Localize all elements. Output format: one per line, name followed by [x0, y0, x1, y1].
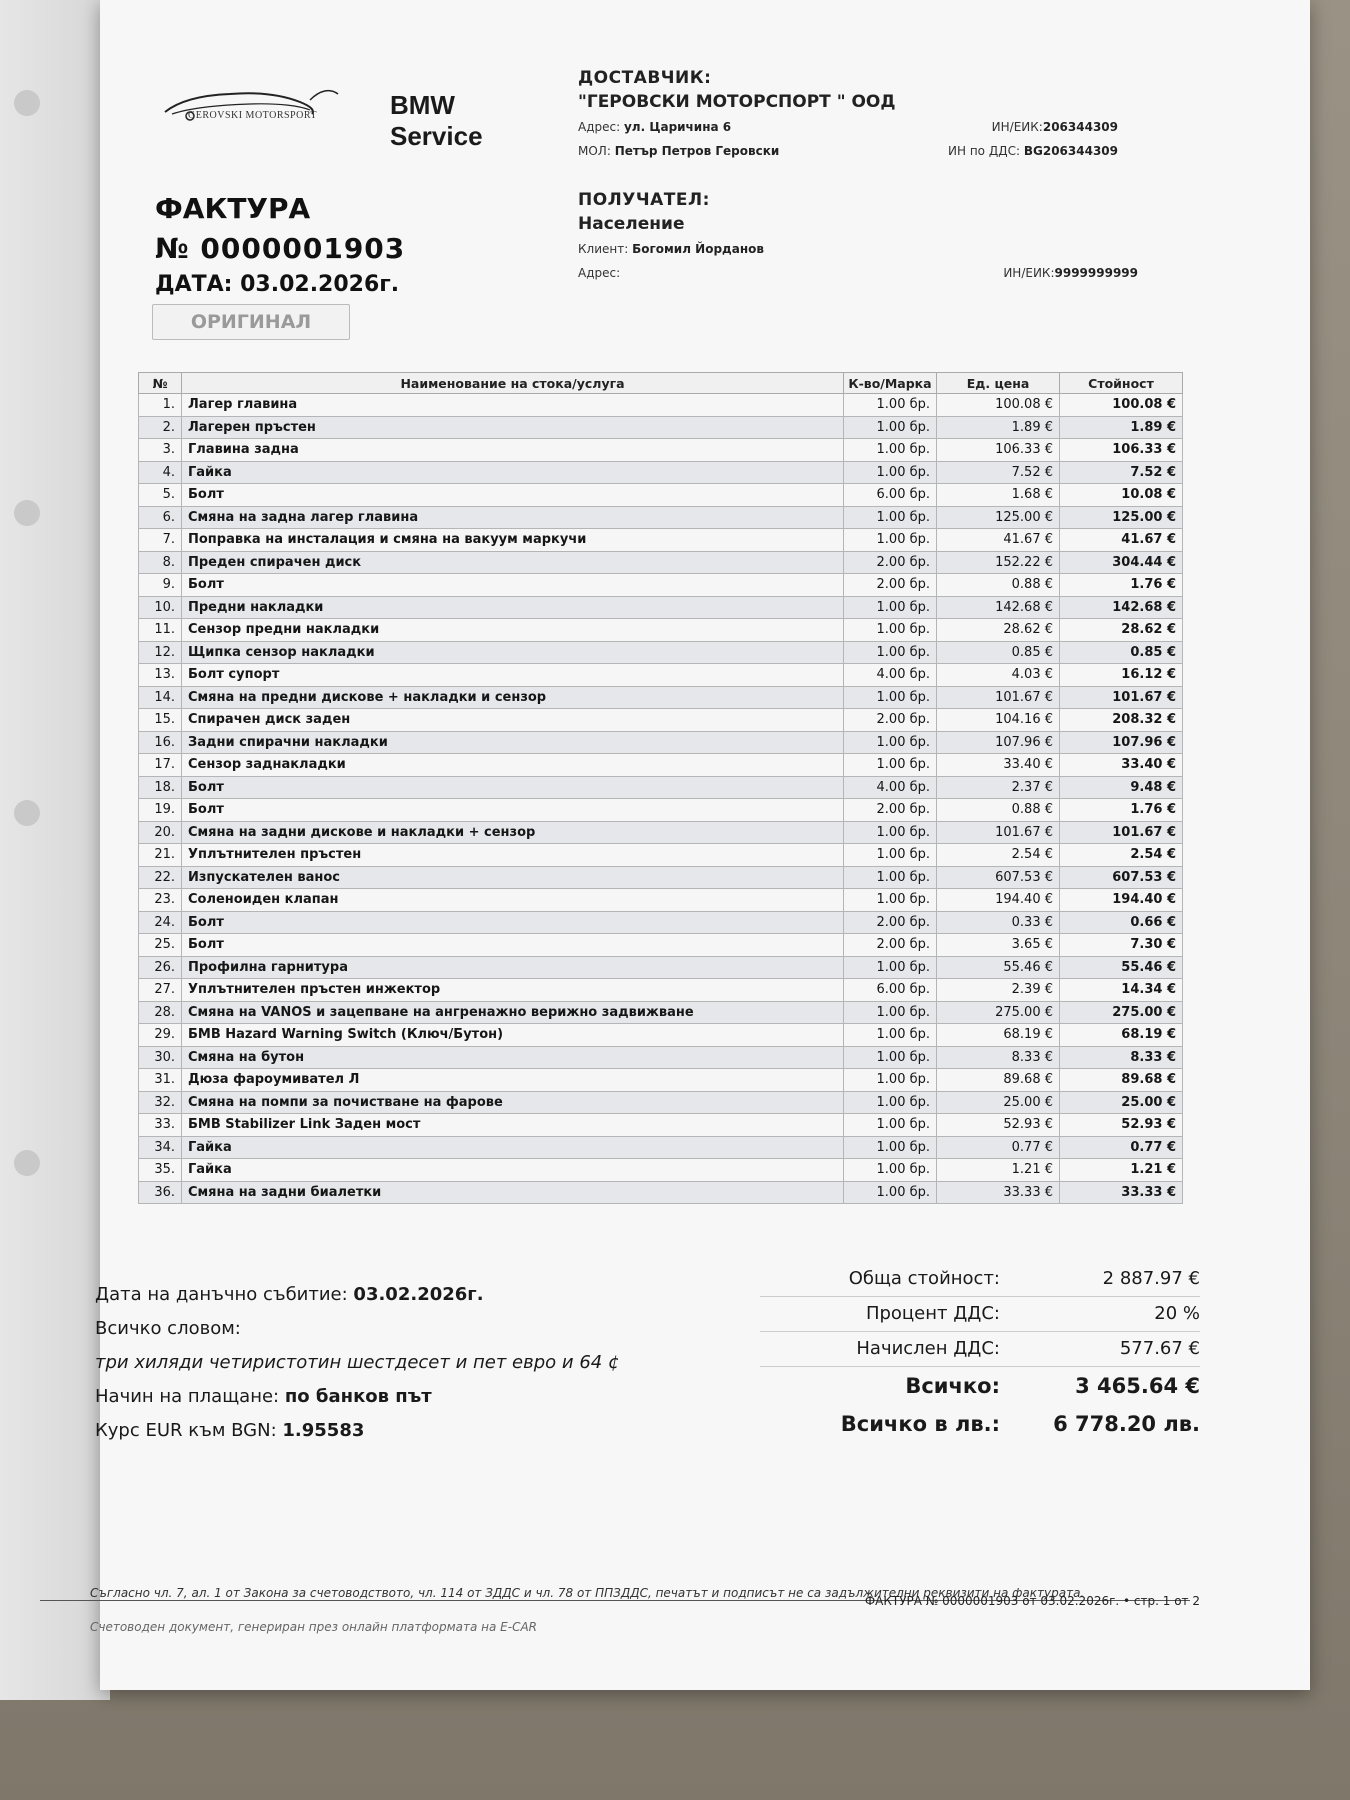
item-unit-price: 7.52 €: [937, 461, 1060, 484]
invoice-number: № 0000001903: [155, 232, 406, 265]
row-number: 4.: [139, 461, 182, 484]
item-total: 52.93 €: [1060, 1114, 1183, 1137]
item-unit-price: 275.00 €: [937, 1001, 1060, 1024]
item-total: 7.30 €: [1060, 934, 1183, 957]
item-unit-price: 106.33 €: [937, 439, 1060, 462]
vat-amount-value: 577.67 €: [1119, 1338, 1200, 1359]
item-qty: 1.00 бр.: [844, 641, 937, 664]
item-qty: 1.00 бр.: [844, 686, 937, 709]
invoice-info: [95, 1278, 619, 1448]
item-total: 16.12 €: [1060, 664, 1183, 687]
row-number: 10.: [139, 596, 182, 619]
item-name: Сензор заднакладки: [182, 754, 844, 777]
item-total: 101.67 €: [1060, 821, 1183, 844]
table-row: [139, 866, 1183, 889]
item-name: БМВ Stabilizer Link Заден мост: [182, 1114, 844, 1137]
item-name: Главина задна: [182, 439, 844, 462]
item-total: 1.21 €: [1060, 1159, 1183, 1182]
recipient-eik: 9999999999: [1054, 266, 1138, 280]
item-total: 14.34 €: [1060, 979, 1183, 1002]
item-total: 304.44 €: [1060, 551, 1183, 574]
punch-hole: [14, 800, 40, 826]
rate-label: Курс EUR към BGN:: [95, 1420, 277, 1441]
item-total: 194.40 €: [1060, 889, 1183, 912]
item-name: Смяна на помпи за почистване на фарове: [182, 1091, 844, 1114]
item-unit-price: 100.08 €: [937, 394, 1060, 417]
recipient-block: [578, 190, 1138, 282]
item-unit-price: 8.33 €: [937, 1046, 1060, 1069]
row-number: 36.: [139, 1181, 182, 1204]
item-total: 1.89 €: [1060, 416, 1183, 439]
row-number: 9.: [139, 574, 182, 597]
item-total: 25.00 €: [1060, 1091, 1183, 1114]
item-total: 7.52 €: [1060, 461, 1183, 484]
item-total: 89.68 €: [1060, 1069, 1183, 1092]
item-name: Щипка сензор накладки: [182, 641, 844, 664]
supplier-mol-label: МОЛ:: [578, 144, 611, 158]
item-total: 41.67 €: [1060, 529, 1183, 552]
supplier-vat-label: ИН по ДДС:: [948, 144, 1021, 158]
tax-date-label: Дата на данъчно събитие:: [95, 1284, 348, 1305]
item-qty: 1.00 бр.: [844, 1091, 937, 1114]
item-total: 28.62 €: [1060, 619, 1183, 642]
row-number: 32.: [139, 1091, 182, 1114]
item-name: Преден спирачен диск: [182, 551, 844, 574]
item-total: 142.68 €: [1060, 596, 1183, 619]
row-number: 30.: [139, 1046, 182, 1069]
item-total: 33.33 €: [1060, 1181, 1183, 1204]
row-number: 7.: [139, 529, 182, 552]
col-header-unit-price: Ед. цена: [937, 373, 1060, 394]
table-row: [139, 934, 1183, 957]
item-qty: 1.00 бр.: [844, 416, 937, 439]
table-row: [139, 776, 1183, 799]
row-number: 28.: [139, 1001, 182, 1024]
item-name: Изпускателен ванос: [182, 866, 844, 889]
row-number: 23.: [139, 889, 182, 912]
table-row: [139, 956, 1183, 979]
item-name: Лагерен пръстен: [182, 416, 844, 439]
item-total: 101.67 €: [1060, 686, 1183, 709]
table-row: [139, 1069, 1183, 1092]
invoice-page: [90, 0, 1310, 1690]
item-unit-price: 0.88 €: [937, 574, 1060, 597]
item-name: Смяна на VANOS и зацепване на ангренажно верижно задвижване: [182, 1001, 844, 1024]
total-bgn-value: 6 778.20 лв.: [1053, 1412, 1200, 1436]
table-row: [139, 731, 1183, 754]
item-qty: 1.00 бр.: [844, 1024, 937, 1047]
item-unit-price: 194.40 €: [937, 889, 1060, 912]
item-unit-price: 1.21 €: [937, 1159, 1060, 1182]
item-qty: 1.00 бр.: [844, 1181, 937, 1204]
item-name: Смяна на задни дискове и накладки + сензор: [182, 821, 844, 844]
table-row: [139, 1001, 1183, 1024]
item-name: Спирачен диск заден: [182, 709, 844, 732]
recipient-address-label: Адрес:: [578, 266, 621, 280]
item-name: Болт: [182, 776, 844, 799]
item-unit-price: 3.65 €: [937, 934, 1060, 957]
item-name: Болт: [182, 574, 844, 597]
item-qty: 4.00 бр.: [844, 664, 937, 687]
item-name: Предни накладки: [182, 596, 844, 619]
item-unit-price: 2.37 €: [937, 776, 1060, 799]
supplier-mol: Петър Петров Геровски: [614, 144, 780, 158]
table-row: [139, 1046, 1183, 1069]
vat-percent-label: Процент ДДС:: [865, 1303, 1000, 1324]
item-total: 8.33 €: [1060, 1046, 1183, 1069]
table-row: [139, 416, 1183, 439]
row-number: 35.: [139, 1159, 182, 1182]
item-total: 68.19 €: [1060, 1024, 1183, 1047]
item-qty: 2.00 бр.: [844, 934, 937, 957]
table-row: [139, 596, 1183, 619]
item-qty: 2.00 бр.: [844, 911, 937, 934]
item-unit-price: 89.68 €: [937, 1069, 1060, 1092]
item-total: 0.66 €: [1060, 911, 1183, 934]
item-qty: 1.00 бр.: [844, 889, 937, 912]
item-name: Смяна на задна лагер главина: [182, 506, 844, 529]
row-number: 14.: [139, 686, 182, 709]
item-name: Дюза фароумивател Л: [182, 1069, 844, 1092]
table-row: [139, 1136, 1183, 1159]
item-unit-price: 28.62 €: [937, 619, 1060, 642]
col-header-total: Стойност: [1060, 373, 1183, 394]
supplier-eik: 206344309: [1042, 120, 1118, 134]
item-unit-price: 107.96 €: [937, 731, 1060, 754]
table-row: [139, 574, 1183, 597]
item-unit-price: 33.40 €: [937, 754, 1060, 777]
item-qty: 1.00 бр.: [844, 506, 937, 529]
invoice-date: ДАТА: 03.02.2026г.: [155, 272, 400, 297]
item-name: Уплътнителен пръстен: [182, 844, 844, 867]
item-qty: 6.00 бр.: [844, 979, 937, 1002]
company-logo: [160, 80, 490, 151]
table-header-row: [139, 373, 1183, 394]
item-name: Болт: [182, 934, 844, 957]
subtotal-value: 2 887.97 €: [1102, 1268, 1200, 1289]
recipient-name: Население: [578, 214, 685, 234]
item-name: БМВ Hazard Warning Switch (Ключ/Бутон): [182, 1024, 844, 1047]
item-total: 10.08 €: [1060, 484, 1183, 507]
item-unit-price: 0.88 €: [937, 799, 1060, 822]
table-row: [139, 979, 1183, 1002]
grand-total-label: Всичко:: [905, 1374, 1000, 1398]
item-total: 107.96 €: [1060, 731, 1183, 754]
item-total: 275.00 €: [1060, 1001, 1183, 1024]
vat-percent-value: 20 %: [1154, 1303, 1200, 1324]
table-row: [139, 394, 1183, 417]
row-number: 22.: [139, 866, 182, 889]
item-unit-price: 52.93 €: [937, 1114, 1060, 1137]
generated-note: Счетоводен документ, генериран през онлайн платформата на E-CAR: [90, 1620, 537, 1634]
table-row: [139, 686, 1183, 709]
row-number: 19.: [139, 799, 182, 822]
table-row: [139, 1024, 1183, 1047]
item-name: Лагер главина: [182, 394, 844, 417]
item-name: Сензор предни накладки: [182, 619, 844, 642]
item-qty: 1.00 бр.: [844, 529, 937, 552]
row-number: 21.: [139, 844, 182, 867]
plastic-sleeve: [0, 0, 110, 1700]
item-unit-price: 0.77 €: [937, 1136, 1060, 1159]
row-number: 34.: [139, 1136, 182, 1159]
item-unit-price: 25.00 €: [937, 1091, 1060, 1114]
table-row: [139, 889, 1183, 912]
col-header-number: №: [139, 373, 182, 394]
recipient-eik-label: ИН/ЕИК:: [1003, 266, 1055, 280]
row-number: 5.: [139, 484, 182, 507]
item-qty: 1.00 бр.: [844, 394, 937, 417]
item-name: Профилна гарнитура: [182, 956, 844, 979]
item-name: Поправка на инсталация и смяна на вакуум маркучи: [182, 529, 844, 552]
item-total: 106.33 €: [1060, 439, 1183, 462]
item-total: 208.32 €: [1060, 709, 1183, 732]
item-qty: 2.00 бр.: [844, 799, 937, 822]
total-bgn-label: Всичко в лв.:: [840, 1412, 1000, 1436]
item-qty: 4.00 бр.: [844, 776, 937, 799]
item-name: Смяна на задни биалетки: [182, 1181, 844, 1204]
table-row: [139, 911, 1183, 934]
item-name: Гайка: [182, 1159, 844, 1182]
supplier-block: [578, 68, 1118, 160]
item-unit-price: 0.85 €: [937, 641, 1060, 664]
in-words: три хиляди четиристотин шестдесет и пет евро и 64 ¢: [95, 1352, 620, 1373]
item-unit-price: 125.00 €: [937, 506, 1060, 529]
items-table: [138, 372, 1183, 1204]
table-row: [139, 506, 1183, 529]
row-number: 1.: [139, 394, 182, 417]
item-qty: 1.00 бр.: [844, 439, 937, 462]
row-number: 12.: [139, 641, 182, 664]
item-name: Гайка: [182, 461, 844, 484]
item-name: Уплътнителен пръстен инжектор: [182, 979, 844, 1002]
logo-subtitle: GEROVSKI MOTORSPORT: [188, 110, 318, 121]
recipient-client-label: Клиент:: [578, 242, 629, 256]
item-qty: 1.00 бр.: [844, 956, 937, 979]
supplier-name: "ГЕРОВСКИ МОТОРСПОРТ " ООД: [578, 92, 896, 112]
col-header-qty: К-во/Марка: [844, 373, 937, 394]
payment-label: Начин на плащане:: [95, 1386, 280, 1407]
row-number: 31.: [139, 1069, 182, 1092]
item-unit-price: 152.22 €: [937, 551, 1060, 574]
recipient-heading: ПОЛУЧАТЕЛ:: [578, 190, 710, 210]
item-qty: 2.00 бр.: [844, 574, 937, 597]
item-unit-price: 607.53 €: [937, 866, 1060, 889]
row-number: 3.: [139, 439, 182, 462]
item-unit-price: 101.67 €: [937, 821, 1060, 844]
row-number: 13.: [139, 664, 182, 687]
row-number: 24.: [139, 911, 182, 934]
item-unit-price: 55.46 €: [937, 956, 1060, 979]
item-qty: 6.00 бр.: [844, 484, 937, 507]
item-total: 33.40 €: [1060, 754, 1183, 777]
table-row: [139, 1159, 1183, 1182]
in-words-label: Всичко словом:: [95, 1318, 241, 1339]
item-qty: 2.00 бр.: [844, 709, 937, 732]
row-number: 8.: [139, 551, 182, 574]
item-qty: 1.00 бр.: [844, 731, 937, 754]
item-total: 125.00 €: [1060, 506, 1183, 529]
row-number: 11.: [139, 619, 182, 642]
supplier-vat: BG206344309: [1023, 144, 1118, 158]
table-row: [139, 799, 1183, 822]
row-number: 33.: [139, 1114, 182, 1137]
punch-hole: [14, 500, 40, 526]
row-number: 2.: [139, 416, 182, 439]
row-number: 16.: [139, 731, 182, 754]
row-number: 17.: [139, 754, 182, 777]
table-row: [139, 709, 1183, 732]
item-name: Задни спирачни накладки: [182, 731, 844, 754]
item-unit-price: 101.67 €: [937, 686, 1060, 709]
car-silhouette-icon: [160, 80, 390, 130]
item-unit-price: 2.39 €: [937, 979, 1060, 1002]
item-name: Соленоиден клапан: [182, 889, 844, 912]
table-row: [139, 529, 1183, 552]
supplier-address-label: Адрес:: [578, 120, 621, 134]
item-name: Болт: [182, 799, 844, 822]
table-row: [139, 1114, 1183, 1137]
item-unit-price: 68.19 €: [937, 1024, 1060, 1047]
item-name: Болт: [182, 484, 844, 507]
item-unit-price: 104.16 €: [937, 709, 1060, 732]
row-number: 26.: [139, 956, 182, 979]
item-qty: 1.00 бр.: [844, 1001, 937, 1024]
item-total: 0.85 €: [1060, 641, 1183, 664]
row-number: 20.: [139, 821, 182, 844]
table-row: [139, 1091, 1183, 1114]
table-row: [139, 821, 1183, 844]
punch-hole: [14, 1150, 40, 1176]
item-name: Болт: [182, 911, 844, 934]
copy-type-badge: ОРИГИНАЛ: [152, 304, 350, 340]
item-qty: 1.00 бр.: [844, 844, 937, 867]
logo-brand: BMW Service: [390, 90, 483, 151]
item-name: Смяна на предни дискове + накладки и сензор: [182, 686, 844, 709]
item-qty: 1.00 бр.: [844, 1136, 937, 1159]
table-row: [139, 619, 1183, 642]
item-qty: 1.00 бр.: [844, 1114, 937, 1137]
item-qty: 1.00 бр.: [844, 461, 937, 484]
item-unit-price: 4.03 €: [937, 664, 1060, 687]
item-total: 1.76 €: [1060, 574, 1183, 597]
row-number: 15.: [139, 709, 182, 732]
item-qty: 1.00 бр.: [844, 1046, 937, 1069]
table-row: [139, 754, 1183, 777]
table-row: [139, 484, 1183, 507]
item-total: 9.48 €: [1060, 776, 1183, 799]
row-number: 29.: [139, 1024, 182, 1047]
item-name: Смяна на бутон: [182, 1046, 844, 1069]
item-qty: 1.00 бр.: [844, 754, 937, 777]
payment-method: по банков път: [284, 1386, 432, 1407]
row-number: 25.: [139, 934, 182, 957]
legal-note: Съгласно чл. 7, ал. 1 от Закона за счетоводството, чл. 114 от ЗДДС и чл. 78 от ППЗДДС, печатът и подписът не са задължителни реквизити на фактурата.: [90, 1586, 1085, 1600]
item-qty: 1.00 бр.: [844, 619, 937, 642]
punch-hole: [14, 90, 40, 116]
item-total: 1.76 €: [1060, 799, 1183, 822]
page-reference: ФАКТУРА № 0000001903 от 03.02.2026г. • стр. 1 от 2: [864, 1594, 1200, 1608]
table-row: [139, 1181, 1183, 1204]
item-total: 55.46 €: [1060, 956, 1183, 979]
invoice-title: ФАКТУРА: [155, 192, 311, 225]
item-qty: 2.00 бр.: [844, 551, 937, 574]
item-name: Гайка: [182, 1136, 844, 1159]
table-row: [139, 551, 1183, 574]
item-qty: 1.00 бр.: [844, 866, 937, 889]
grand-total-value: 3 465.64 €: [1075, 1374, 1200, 1398]
table-row: [139, 844, 1183, 867]
item-total: 607.53 €: [1060, 866, 1183, 889]
table-row: [139, 461, 1183, 484]
subtotal-label: Обща стойност:: [848, 1268, 1000, 1289]
row-number: 27.: [139, 979, 182, 1002]
vat-amount-label: Начислен ДДС:: [856, 1338, 1000, 1359]
item-total: 0.77 €: [1060, 1136, 1183, 1159]
item-unit-price: 142.68 €: [937, 596, 1060, 619]
item-qty: 1.00 бр.: [844, 1159, 937, 1182]
item-unit-price: 33.33 €: [937, 1181, 1060, 1204]
recipient-client: Богомил Йорданов: [632, 242, 764, 256]
item-qty: 1.00 бр.: [844, 1069, 937, 1092]
exchange-rate: 1.95583: [282, 1420, 365, 1441]
supplier-heading: ДОСТАВЧИК:: [578, 68, 712, 88]
item-unit-price: 2.54 €: [937, 844, 1060, 867]
tax-date: 03.02.2026г.: [353, 1284, 484, 1305]
table-row: [139, 641, 1183, 664]
col-header-name: Наименование на стока/услуга: [182, 373, 844, 394]
supplier-eik-label: ИН/ЕИК:: [991, 120, 1043, 134]
item-total: 2.54 €: [1060, 844, 1183, 867]
totals-block: [760, 1262, 1200, 1443]
supplier-address: ул. Царичина 6: [623, 120, 732, 134]
row-number: 18.: [139, 776, 182, 799]
item-unit-price: 0.33 €: [937, 911, 1060, 934]
item-total: 100.08 €: [1060, 394, 1183, 417]
table-row: [139, 439, 1183, 462]
item-qty: 1.00 бр.: [844, 821, 937, 844]
item-name: Болт супорт: [182, 664, 844, 687]
table-row: [139, 664, 1183, 687]
row-number: 6.: [139, 506, 182, 529]
item-qty: 1.00 бр.: [844, 596, 937, 619]
item-unit-price: 41.67 €: [937, 529, 1060, 552]
item-unit-price: 1.89 €: [937, 416, 1060, 439]
item-unit-price: 1.68 €: [937, 484, 1060, 507]
